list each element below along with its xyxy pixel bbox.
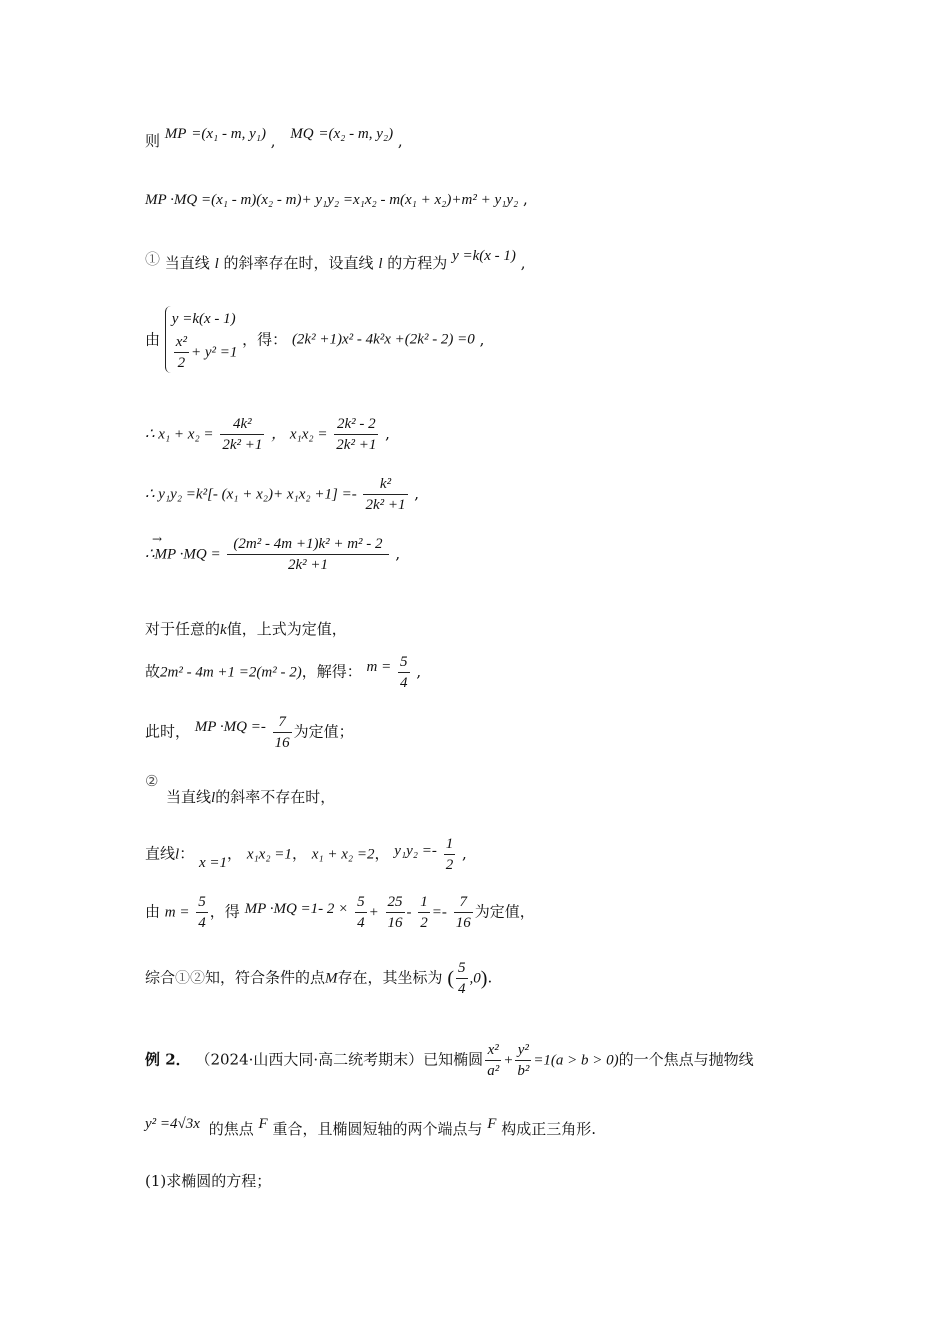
text: 故 bbox=[145, 662, 161, 681]
numerator: 25 bbox=[386, 892, 405, 913]
example-2-title bbox=[145, 1040, 754, 1081]
op: - bbox=[406, 904, 412, 921]
denominator: 2k² +1 bbox=[336, 437, 377, 453]
eq-mq: =(x₂ - m, y₂) bbox=[318, 126, 394, 142]
eq-x-product: x₁x₂ =1 bbox=[246, 846, 292, 863]
text: 当直线 bbox=[164, 254, 210, 272]
fraction bbox=[386, 892, 405, 933]
text: 当直线 bbox=[166, 788, 212, 806]
paren-open: ( bbox=[447, 967, 455, 990]
denominator: 2k² +1 bbox=[222, 437, 263, 453]
eq-y-product: ∴ y₁y₂ =k²[- (x₁ + x₂)+ x₁x₂ +1] =- bbox=[145, 486, 357, 503]
var-f: F bbox=[258, 1116, 268, 1132]
var-k: k bbox=[220, 622, 227, 638]
denominator: 4 bbox=[357, 915, 365, 931]
equation-system bbox=[165, 306, 238, 373]
comma: , bbox=[414, 484, 420, 503]
denominator: 4 bbox=[198, 915, 206, 931]
numerator: 1 bbox=[418, 892, 430, 913]
comma: , bbox=[385, 424, 390, 443]
line-system bbox=[145, 306, 484, 373]
line-marker-two bbox=[145, 770, 158, 792]
eq-parabola: y² =4√3x bbox=[145, 1116, 200, 1132]
eq-m: 2m² - 4m +1 =2(m² - 2) bbox=[160, 664, 302, 681]
sep: ， bbox=[374, 844, 390, 863]
circled-two-icon: ② bbox=[145, 772, 159, 790]
line-arbitrary-k bbox=[145, 618, 347, 641]
text: 的焦点 bbox=[208, 1120, 254, 1138]
text: 值，上式为定值， bbox=[226, 620, 347, 638]
op: =- bbox=[431, 904, 447, 921]
circled-marks-icon: ①② bbox=[175, 968, 206, 987]
op: + bbox=[503, 1052, 514, 1069]
text: 存在，其坐标为 bbox=[337, 968, 443, 987]
denominator: b² bbox=[517, 1063, 530, 1079]
fraction bbox=[398, 652, 410, 693]
text: 的斜率不存在时， bbox=[215, 788, 336, 806]
eq-sum: ∴ x₁ + x₂ = bbox=[145, 426, 214, 443]
numerator: 5 bbox=[456, 958, 468, 979]
numerator: k² bbox=[363, 474, 407, 495]
text: 知，符合条件的点 bbox=[205, 968, 326, 987]
fraction bbox=[355, 892, 367, 933]
eq-x-sum: x₁ + x₂ =2 bbox=[311, 846, 375, 863]
text: 构成正三角形. bbox=[501, 1120, 596, 1138]
numerator: 7 bbox=[273, 712, 292, 733]
line-result-general bbox=[145, 534, 400, 575]
denominator: 2 bbox=[420, 915, 428, 931]
vector-arrow-icon: → bbox=[152, 532, 163, 546]
var-l: l bbox=[211, 790, 216, 806]
coord-rest: ,0 bbox=[469, 970, 481, 987]
text: 为定值； bbox=[293, 722, 354, 741]
line-case2 bbox=[166, 786, 335, 809]
eq-dot: MP ·MQ =1- 2 × bbox=[244, 900, 349, 917]
line-vieta bbox=[145, 414, 390, 455]
numerator: 5 bbox=[355, 892, 367, 913]
denominator: 2 bbox=[177, 355, 186, 371]
comma: , bbox=[523, 190, 528, 208]
eq-dot-product: MP ·MQ =(x₁ - m)(x₂ - m)+ y₁y₂ =x₁x₂ - m(x₁ + x₂)+m² + y₁y₂ bbox=[145, 192, 519, 208]
denominator: 4 bbox=[458, 981, 466, 997]
eq-rest: + y² =1 bbox=[190, 344, 238, 361]
fraction bbox=[515, 1040, 531, 1081]
numerator: 1 bbox=[444, 834, 456, 855]
comma: , bbox=[395, 544, 401, 563]
text: 综合 bbox=[145, 968, 176, 987]
example-2-part1 bbox=[145, 1170, 271, 1192]
op: + bbox=[368, 904, 379, 921]
text: 直线 bbox=[145, 844, 176, 863]
text: ，解得： bbox=[301, 662, 362, 681]
example-source: （2024·山西大同·高二统考期末） bbox=[195, 1050, 424, 1069]
eq-mp: =(x₁ - m, y₁) bbox=[191, 126, 266, 142]
text-you: 由 bbox=[145, 330, 161, 349]
numerator: 5 bbox=[196, 892, 208, 913]
comma: , bbox=[461, 844, 467, 863]
fraction bbox=[485, 1040, 501, 1081]
line-constant bbox=[145, 712, 354, 753]
fraction bbox=[227, 534, 388, 575]
eq-product: ， x₁x₂ = bbox=[271, 426, 328, 443]
period: . bbox=[487, 968, 493, 987]
text: 由 bbox=[145, 902, 161, 921]
text: 的一个焦点与抛物线 bbox=[618, 1050, 754, 1069]
fraction bbox=[334, 414, 378, 455]
denominator: 16 bbox=[274, 735, 290, 751]
numerator: x² bbox=[485, 1040, 501, 1061]
sep: ， bbox=[291, 844, 307, 863]
example-2-line2 bbox=[145, 1118, 596, 1141]
fraction bbox=[273, 712, 292, 753]
fraction bbox=[456, 958, 468, 999]
eq-dot: MP ·MQ =- bbox=[194, 718, 266, 735]
denominator: a² bbox=[487, 1063, 500, 1079]
comma: , bbox=[270, 132, 276, 150]
text-de: ，得： bbox=[242, 330, 288, 349]
eq-y-product: y₁y₂ =- bbox=[394, 842, 437, 859]
denominator: 2k² +1 bbox=[287, 557, 328, 573]
fraction bbox=[196, 892, 208, 933]
denominator: 16 bbox=[387, 915, 403, 931]
comma: , bbox=[416, 662, 422, 681]
text: 对于任意的 bbox=[145, 620, 221, 638]
fraction bbox=[363, 474, 407, 515]
fraction bbox=[220, 414, 264, 455]
eq-m: m = bbox=[164, 904, 190, 921]
denominator: 16 bbox=[455, 915, 471, 931]
comma: , bbox=[520, 254, 526, 272]
fraction bbox=[454, 892, 473, 933]
line-verify bbox=[145, 892, 535, 933]
eq-ellipse bbox=[172, 332, 238, 373]
vec-mq: MQ bbox=[290, 126, 314, 142]
numerator: 7 bbox=[454, 892, 473, 913]
eq-m-value: m = bbox=[366, 658, 392, 675]
denominator: 4 bbox=[400, 675, 408, 691]
text: ，得 bbox=[209, 902, 240, 921]
vec-mp: MP bbox=[164, 126, 187, 142]
fraction bbox=[418, 892, 430, 933]
text: ： bbox=[179, 844, 195, 863]
line-vectors bbox=[145, 126, 403, 153]
var-f: F bbox=[487, 1116, 497, 1132]
text-ze: 则 bbox=[145, 132, 161, 150]
circled-one-icon: ① bbox=[145, 250, 161, 268]
comma: , bbox=[479, 330, 485, 349]
numerator: 2k² - 2 bbox=[334, 414, 378, 435]
question-part-1: (1)求椭圆的方程； bbox=[145, 1172, 272, 1190]
text: 的斜率存在时，设直线 bbox=[223, 254, 374, 272]
paren-close: ) bbox=[480, 967, 488, 990]
numerator: x² bbox=[174, 332, 189, 353]
line-solve-m bbox=[145, 652, 421, 693]
line-conclusion bbox=[145, 958, 492, 999]
line-vertical bbox=[145, 834, 467, 875]
fraction bbox=[444, 834, 456, 875]
eq-line: y =k(x - 1) bbox=[452, 248, 516, 264]
line-y-product bbox=[145, 474, 419, 515]
eq-quadratic: (2k² +1)x² - 4k²x +(2k² - 2) =0 bbox=[291, 331, 475, 348]
text: 此时， bbox=[145, 722, 191, 741]
line-dot-product bbox=[145, 188, 528, 211]
var-m: M bbox=[325, 970, 338, 987]
denominator: 2k² +1 bbox=[365, 497, 406, 513]
var-l: l bbox=[378, 256, 383, 272]
fraction bbox=[174, 332, 189, 373]
sep: ， bbox=[227, 844, 243, 863]
line-case1 bbox=[145, 248, 526, 275]
eq-line: y =k(x - 1) bbox=[171, 311, 236, 327]
numerator: 5 bbox=[398, 652, 410, 673]
eq-dot: ∴MP ·MQ = bbox=[145, 546, 221, 563]
comma: , bbox=[397, 132, 403, 150]
numerator: 4k² bbox=[220, 414, 264, 435]
text: 的方程为 bbox=[387, 254, 448, 272]
text: 重合，且椭圆短轴的两个端点与 bbox=[272, 1120, 483, 1138]
text: 已知椭圆 bbox=[423, 1050, 484, 1069]
numerator: (2m² - 4m +1)k² + m² - 2 bbox=[227, 534, 388, 555]
eq-ellipse-condition: =1(a > b > 0) bbox=[533, 1052, 619, 1069]
var-l: l bbox=[175, 846, 180, 863]
eq-x: x =1 bbox=[198, 854, 228, 871]
text: 为定值， bbox=[474, 902, 535, 921]
var-l: l bbox=[214, 256, 219, 272]
example-label: 例 2． bbox=[145, 1050, 191, 1069]
numerator: y² bbox=[515, 1040, 531, 1061]
denominator: 2 bbox=[445, 857, 454, 873]
